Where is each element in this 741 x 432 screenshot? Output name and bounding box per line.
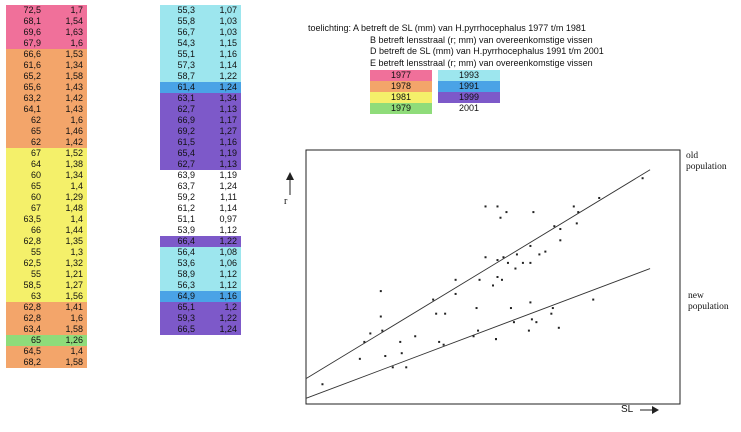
sl-cell: 72,5: [23, 5, 41, 15]
sl-cell: 64,5: [23, 346, 41, 356]
sl-cell: 53,9: [177, 225, 195, 235]
sl-cell: 62,5: [23, 258, 41, 268]
data-point-new: [510, 307, 512, 309]
legend-swatch-1977: 1977: [370, 70, 432, 81]
data-point-old: [522, 262, 524, 264]
data-point-new: [399, 341, 401, 343]
sl-cell: 69,2: [177, 126, 195, 136]
sl-cell: 58,9: [177, 269, 195, 279]
data-point-old: [496, 205, 498, 207]
sl-cell: 51,1: [177, 214, 195, 224]
lens-cell: 0,97: [219, 214, 237, 224]
lens-cell: 1,48: [65, 203, 83, 213]
lens-cell: 1,34: [65, 60, 83, 70]
data-point-old: [514, 268, 516, 270]
lens-cell: 1,11: [220, 192, 237, 202]
lens-cell: 1,16: [219, 137, 237, 147]
data-point-new: [473, 335, 475, 337]
lens-cell: 1,54: [65, 16, 83, 26]
data-point-old: [598, 197, 600, 199]
sl-cell: 65,1: [177, 302, 195, 312]
data-point-new: [359, 358, 361, 360]
lens-cell: 1,08: [219, 247, 237, 257]
data-point-new: [592, 299, 594, 301]
sl-cell: 62: [30, 115, 41, 125]
sl-cell: 59,2: [177, 192, 195, 202]
lens-cell: 1,12: [219, 225, 237, 235]
lens-cell: 1,14: [219, 60, 237, 70]
data-point-new: [392, 366, 394, 368]
data-point-new: [552, 307, 554, 309]
lens-cell: 1,13: [219, 159, 237, 169]
lens-cell: 1,35: [65, 236, 83, 246]
legend-line-b: B betreft lensstraal (r; mm) van overeenkomstige vissen: [370, 34, 593, 45]
data-point-old: [432, 299, 434, 301]
lens-cell: 1,52: [65, 148, 83, 158]
data-point-new: [528, 330, 530, 332]
sl-cell: 57,3: [177, 60, 195, 70]
sl-cell: 58,5: [23, 280, 41, 290]
data-point-new: [443, 344, 445, 346]
lens-cell: 1,4: [70, 214, 83, 224]
legend-swatch-1999: 1999: [438, 92, 500, 103]
lens-cell: 1,4: [70, 346, 83, 356]
legend-swatch-1978: 1978: [370, 81, 432, 92]
data-point-old: [577, 211, 579, 213]
lens-cell: 1,43: [65, 104, 83, 114]
legend-swatch-2001: 2001: [438, 103, 500, 114]
lens-cell: 1,03: [219, 16, 237, 26]
old-population-label: old population: [686, 151, 727, 172]
data-point-new: [435, 313, 437, 315]
lens-cell: 1,22: [219, 71, 237, 81]
data-point-new: [513, 321, 515, 323]
lens-cell: 1,22: [219, 236, 237, 246]
lens-cell: 1,16: [219, 291, 237, 301]
data-point-old: [380, 316, 382, 318]
x-axis-label: SL: [621, 404, 634, 415]
data-point-old: [505, 211, 507, 213]
sl-cell: 60: [30, 170, 41, 180]
sl-cell: 65,4: [177, 148, 195, 158]
lens-cell: 1,46: [65, 126, 83, 136]
sl-cell: 59,3: [177, 313, 195, 323]
data-point-new: [381, 330, 383, 332]
lens-cell: 1,6: [70, 313, 83, 323]
plot-frame: [306, 150, 680, 404]
fit-line-old: [306, 170, 650, 379]
data-point-old: [573, 205, 575, 207]
data-point-old: [538, 253, 540, 255]
y-axis-label: r: [284, 196, 288, 207]
data-point-old: [496, 259, 498, 261]
lens-cell: 1,58: [65, 357, 83, 367]
lens-cell: 1,58: [65, 71, 83, 81]
sl-cell: 66: [30, 225, 41, 235]
lens-cell: 1,19: [219, 148, 237, 158]
legend-swatch-1993: 1993: [438, 70, 500, 81]
sl-cell: 56,3: [177, 280, 195, 290]
new-population-label: new population: [688, 291, 729, 312]
lens-cell: 1,38: [65, 159, 83, 169]
sl-cell: 63,4: [23, 324, 41, 334]
sl-cell: 61,2: [177, 203, 195, 213]
data-point-old: [507, 262, 509, 264]
sl-cell: 66,6: [23, 49, 41, 59]
sl-cell: 64,1: [23, 104, 41, 114]
data-point-new: [405, 366, 407, 368]
data-point-old: [559, 239, 561, 241]
x-axis-arrow-head: [652, 406, 659, 414]
data-point-new: [363, 341, 365, 343]
sl-cell: 55,1: [177, 49, 195, 59]
data-point-old: [516, 253, 518, 255]
data-point-new: [438, 341, 440, 343]
sl-cell: 64,9: [177, 291, 195, 301]
sl-cell: 66,5: [177, 324, 195, 334]
fit-line-new: [306, 269, 650, 399]
lens-cell: 1,42: [65, 137, 83, 147]
lens-cell: 1,22: [219, 313, 237, 323]
lens-cell: 1,6: [70, 38, 83, 48]
lens-cell: 1,42: [65, 93, 83, 103]
data-point-new: [401, 352, 403, 354]
data-point-old: [499, 217, 501, 219]
sl-cell: 67: [30, 203, 41, 213]
data-point-new: [531, 318, 533, 320]
sl-cell: 63,9: [177, 170, 195, 180]
lens-cell: 1,43: [65, 82, 83, 92]
sl-cell: 54,3: [177, 38, 195, 48]
lens-cell: 1,7: [70, 5, 83, 15]
legend-swatch-1991: 1991: [438, 81, 500, 92]
y-axis-arrow-head: [286, 172, 294, 180]
lens-cell: 1,56: [65, 291, 83, 301]
lens-cell: 1,24: [219, 324, 237, 334]
data-point-old: [529, 262, 531, 264]
lens-cell: 1,34: [219, 93, 237, 103]
sl-cell: 66,4: [177, 236, 195, 246]
data-point-old: [529, 245, 531, 247]
sl-cell: 67: [30, 148, 41, 158]
lens-cell: 1,06: [219, 258, 237, 268]
lens-cell: 1,6: [70, 115, 83, 125]
lens-cell: 1,2: [224, 302, 237, 312]
legend-line-e: E betreft lensstraal (r; mm) van overeenkomstige vissen: [370, 57, 593, 68]
sl-cell: 65: [30, 335, 41, 345]
lens-cell: 1,32: [65, 258, 83, 268]
sl-cell: 61,5: [177, 137, 195, 147]
lens-cell: 1,34: [65, 170, 83, 180]
sl-cell: 62,7: [177, 159, 195, 169]
data-point-old: [529, 301, 531, 303]
lens-cell: 1,24: [219, 82, 237, 92]
lens-cell: 1,53: [65, 49, 83, 59]
sl-cell: 60: [30, 192, 41, 202]
data-point-old: [492, 284, 494, 286]
sl-cell: 63: [30, 291, 41, 301]
sl-cell: 68,1: [23, 16, 41, 26]
data-point-old: [455, 293, 457, 295]
lens-cell: 1,12: [219, 269, 237, 279]
data-point-new: [535, 321, 537, 323]
data-point-old: [496, 276, 498, 278]
sl-cell: 61,4: [177, 82, 195, 92]
data-point-old: [485, 205, 487, 207]
lens-cell: 1,58: [65, 324, 83, 334]
lens-cell: 1,07: [219, 5, 237, 15]
sl-cell: 62,8: [23, 236, 41, 246]
data-point-new: [321, 383, 323, 385]
legend-line-a: A betreft de SL (mm) van H.pyrrhocephalus 1977 t/m 1981: [353, 23, 586, 33]
data-point-old: [544, 251, 546, 253]
sl-cell: 53,6: [177, 258, 195, 268]
data-point-new: [558, 327, 560, 329]
sl-cell: 55,3: [177, 5, 195, 15]
lens-cell: 1,14: [219, 203, 237, 213]
lens-cell: 1,27: [219, 126, 237, 136]
lens-cell: 1,21: [65, 269, 83, 279]
lens-cell: 1,26: [65, 335, 83, 345]
data-point-new: [550, 313, 552, 315]
sl-cell: 63,2: [23, 93, 41, 103]
sl-cell: 63,7: [177, 181, 195, 191]
lens-cell: 1,3: [70, 247, 83, 257]
data-point-new: [369, 332, 371, 334]
data-point-new: [495, 338, 497, 340]
data-point-old: [455, 279, 457, 281]
lens-cell: 1,4: [70, 181, 83, 191]
sl-cell: 69,6: [23, 27, 41, 37]
data-point-old: [502, 256, 504, 258]
sl-cell: 56,4: [177, 247, 195, 257]
sl-cell: 62,8: [23, 313, 41, 323]
data-point-old: [479, 279, 481, 281]
sl-cell: 55: [30, 269, 41, 279]
sl-cell: 55,8: [177, 16, 195, 26]
lens-cell: 1,15: [219, 38, 237, 48]
sl-cell: 65: [30, 181, 41, 191]
lens-cell: 1,13: [219, 104, 237, 114]
data-point-new: [414, 335, 416, 337]
data-point-new: [476, 307, 478, 309]
legend-intro: toelichting:: [308, 23, 352, 33]
sl-cell: 63,5: [23, 214, 41, 224]
legend-swatch-1979: 1979: [370, 103, 432, 114]
sl-cell: 65,6: [23, 82, 41, 92]
lens-cell: 1,24: [219, 181, 237, 191]
data-point-new: [384, 355, 386, 357]
sl-cell: 58,7: [177, 71, 195, 81]
sl-cell: 55: [30, 247, 41, 257]
data-point-old: [380, 290, 382, 292]
data-point-new: [501, 279, 503, 281]
data-point-old: [559, 228, 561, 230]
lens-cell: 1,29: [65, 192, 83, 202]
lens-cell: 1,19: [219, 170, 237, 180]
sl-cell: 62,8: [23, 302, 41, 312]
sl-cell: 67,9: [23, 38, 41, 48]
lens-cell: 1,12: [219, 280, 237, 290]
lens-cell: 1,27: [65, 280, 83, 290]
lens-cell: 1,44: [65, 225, 83, 235]
data-point-old: [576, 222, 578, 224]
lens-cell: 1,03: [219, 27, 237, 37]
sl-cell: 61,6: [23, 60, 41, 70]
data-point-old: [553, 225, 555, 227]
sl-cell: 56,7: [177, 27, 195, 37]
lens-cell: 1,17: [219, 115, 237, 125]
data-point-new: [444, 313, 446, 315]
sl-cell: 63,1: [177, 93, 195, 103]
sl-cell: 66,9: [177, 115, 195, 125]
sl-cell: 65,2: [23, 71, 41, 81]
sl-cell: 68,2: [23, 357, 41, 367]
legend-line-d: D betreft de SL (mm) van H.pyrrhocephalus 1991 t/m 2001: [370, 46, 604, 56]
lens-cell: 1,63: [65, 27, 83, 37]
sl-cell: 65: [30, 126, 41, 136]
legend-swatch-1981: 1981: [370, 92, 432, 103]
lens-cell: 1,16: [219, 49, 237, 59]
sl-cell: 64: [30, 159, 41, 169]
data-point-old: [532, 211, 534, 213]
data-point-old: [642, 177, 644, 179]
sl-cell: 62: [30, 137, 41, 147]
data-point-old: [485, 256, 487, 258]
data-point-new: [477, 330, 479, 332]
sl-cell: 62,7: [177, 104, 195, 114]
lens-cell: 1,41: [65, 302, 83, 312]
